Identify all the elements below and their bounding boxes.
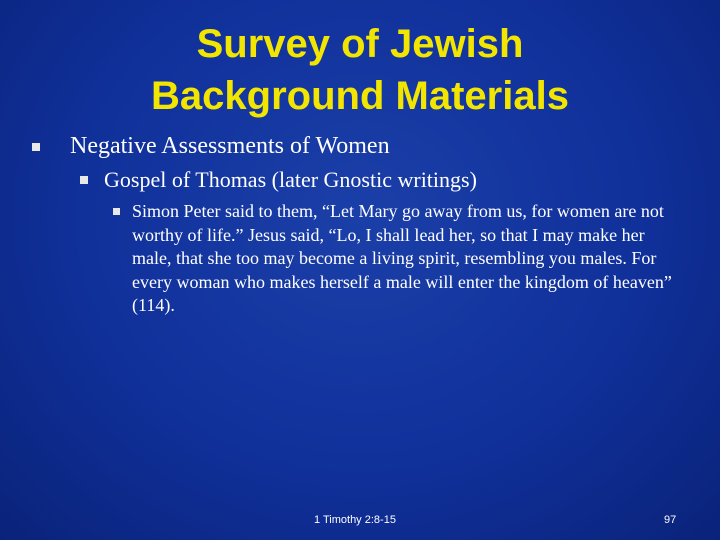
title-line-2: Background Materials	[151, 74, 569, 118]
footer-reference: 1 Timothy 2:8-15	[314, 514, 396, 526]
bullet-level3-icon	[113, 208, 120, 215]
bullet-level1-icon	[32, 143, 40, 151]
bullet-level1-text: Negative Assessments of Women	[70, 133, 390, 159]
bullet-level3-text: Simon Peter said to them, “Let Mary go away from us, for women are not worthy of life.” Jesus said, “Lo, I shall lead her, so that I may make her male, that she too may become a living spirit, resembling you males. For every woman who makes herself a male will enter the kingdom of heaven” (114).	[132, 201, 672, 315]
slide-title	[0, 18, 720, 122]
bullet-level2-icon	[80, 176, 88, 184]
title-line-1: Survey of Jewish	[196, 22, 524, 66]
bullet-level2-text: Gospel of Thomas (later Gnostic writings)	[104, 167, 477, 192]
slide-number: 97	[664, 514, 677, 526]
